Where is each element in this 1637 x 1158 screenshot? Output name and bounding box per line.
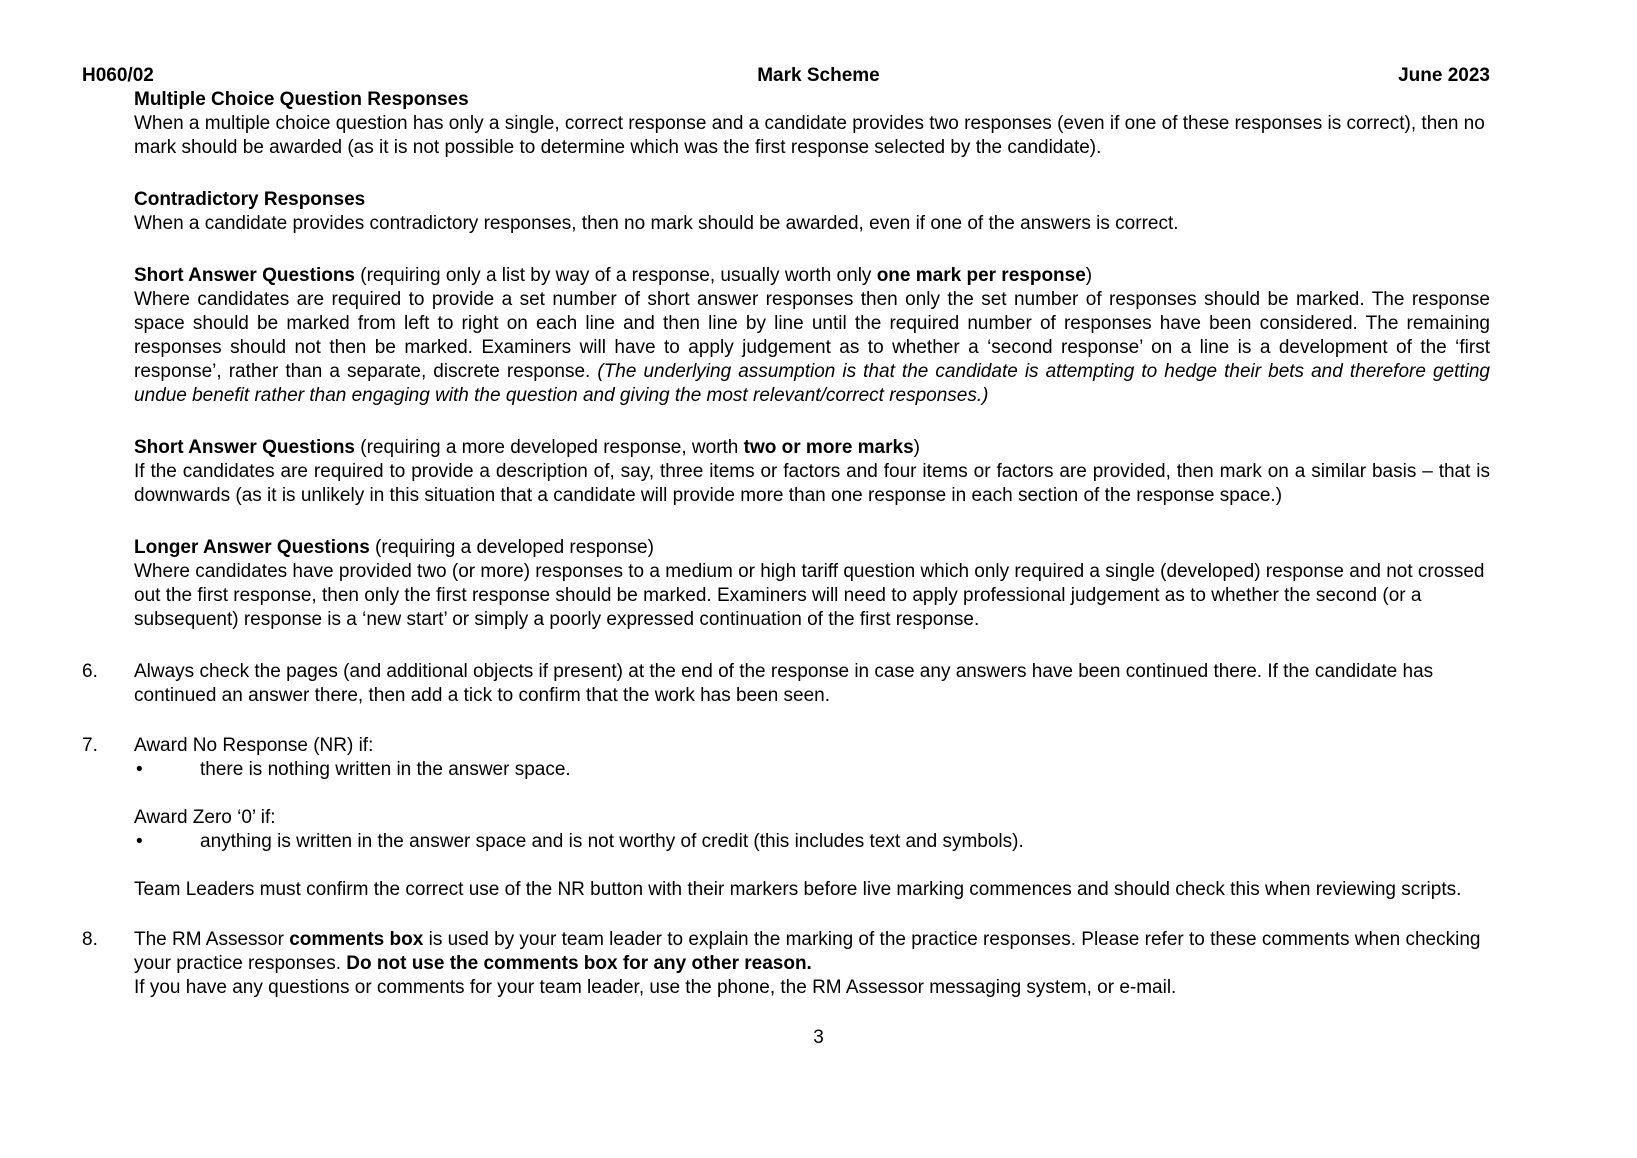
section-paragraph: Where candidates have provided two (or more) responses to a medium or high tariff question which only required a single (developed) response and not crossed out the first response, then only the first response should be marked. Examiners will need to apply professional judgement as to whether the second (or a subsequent) response is a ‘new start’ or simply a poorly expressed continuation of the first response. [134,561,1485,630]
section [134,188,1490,236]
document-title: Mark Scheme [757,65,880,86]
sections-container [82,88,1490,632]
item-paragraph: The RM Assessor comments box is used by your team leader to explain the marking of the practice responses. Please refer to these comments when checking your practice responses. Do not use the comments box for any other reason. [134,929,1481,974]
section-heading: Longer Answer Questions (requiring a developed response) [134,537,654,558]
item-number: 6. [82,661,98,682]
section-heading: Short Answer Questions (requiring only a list by way of a response, usually worth only one mark per response) [134,265,1093,286]
item-paragraph: Award No Response (NR) if: [134,735,374,756]
item-paragraph: Always check the pages (and additional objects if present) at the end of the response in case any answers have been continued there. If the candidate has continued an answer there, then add a tick to confirm that the work has been seen. [134,661,1434,706]
numbered-items [82,660,1490,1000]
item-content [134,660,1490,708]
section [134,88,1490,160]
item-content [134,734,1490,902]
section [134,436,1490,508]
bullet-item [134,758,1490,782]
section [134,264,1490,408]
item-content [134,928,1490,1000]
section-paragraph: When a candidate provides contradictory responses, then no mark should be awarded, even if one of the answers is correct. [134,213,1179,234]
spacer [134,782,1490,806]
paper-code: H060/02 [82,65,154,86]
session-date: June 2023 [1398,65,1490,86]
numbered-item [82,660,1490,708]
section-paragraph: Where candidates are required to provide a set number of short answer responses then only the set number of responses should be marked. The response space should be marked from left to right on each line and then line by line until the required number of responses have been considered. The remaining responses should not then be marked. Examiners will have to apply judgement as to whether a ‘second response’ on a line is a development of the ‘first response’, rather than a separate, discrete response. (The underlying assumption is that the candidate is attempting to hedge their bets and therefore getting undue benefit rather than engaging with the question and giving the most relevant/correct responses.) [134,289,1490,406]
section-heading: Short Answer Questions (requiring a more developed response, worth two or more marks) [134,437,920,458]
section-heading: Contradictory Responses [134,189,366,210]
bullet-item [134,830,1490,854]
page-header [82,64,1490,88]
item-number: 7. [82,735,98,756]
page-number: 3 [813,1027,824,1048]
item-paragraph: Team Leaders must confirm the correct use of the NR button with their markers before live marking commences and should check this when reviewing scripts. [134,879,1462,900]
bullet-marker: • [136,759,143,780]
numbered-item [82,734,1490,902]
bullet-text: anything is written in the answer space and is not worthy of credit (this includes text and symbols). [200,831,1024,852]
item-number: 8. [82,929,98,950]
section [134,536,1490,632]
section-paragraph: If the candidates are required to provide a description of, say, three items or factors and four items or factors are provided, then mark on a similar basis – that is downwards (as it is unlikely in this situation that a candidate will provide more than one response in each section of the response space.) [134,461,1490,506]
bullet-marker: • [136,831,143,852]
section-paragraph: When a multiple choice question has only a single, correct response and a candidate provides two responses (even if one of these responses is correct), then no mark should be awarded (as it is not possible to determine which was the first response selected by the candidate). [134,113,1485,158]
section-heading: Multiple Choice Question Responses [134,89,469,110]
item-paragraph: Award Zero ‘0’ if: [134,807,276,828]
numbered-item [82,928,1490,1000]
bullet-text: there is nothing written in the answer space. [200,759,571,780]
item-paragraph: If you have any questions or comments for your team leader, use the phone, the RM Assessor messaging system, or e-mail. [134,977,1177,998]
spacer [134,854,1490,878]
